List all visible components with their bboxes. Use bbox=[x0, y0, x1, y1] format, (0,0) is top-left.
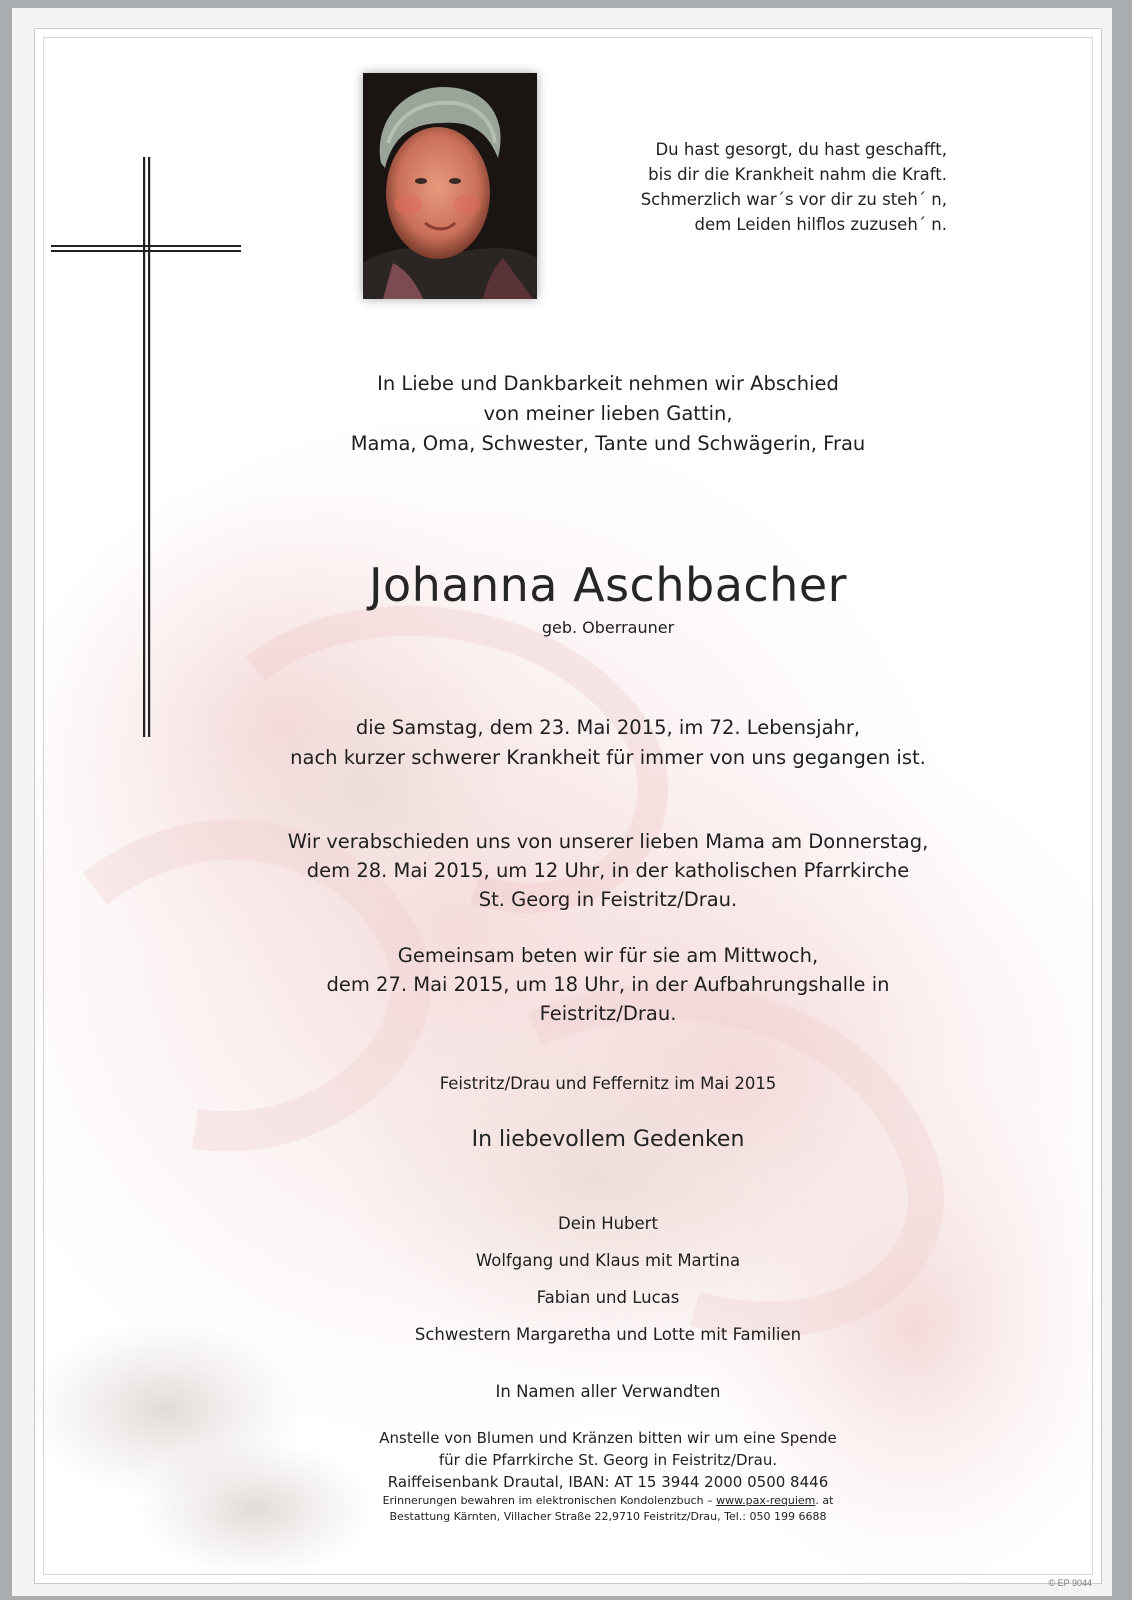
mourner: Dein Hubert bbox=[558, 1214, 658, 1233]
maiden-name: geb. Oberrauner bbox=[541, 618, 675, 637]
condolence-link[interactable]: www.pax-requiem bbox=[716, 1494, 816, 1507]
poem-line: Du hast gesorgt, du hast geschafft, bbox=[655, 140, 947, 159]
deceased-name: Johanna Aschbacher bbox=[368, 558, 848, 612]
template-code: © EP 9044 bbox=[1048, 1578, 1092, 1588]
prayer-info bbox=[75, 941, 1102, 1028]
mourners-list bbox=[75, 1205, 1102, 1353]
poem-line: bis dir die Krankheit nahm die Kraft. bbox=[648, 165, 947, 184]
intro-line: In Liebe und Dankbarkeit nehmen wir Abschied bbox=[377, 372, 839, 395]
poem bbox=[527, 137, 947, 237]
poem-line: Schmerzlich war´s vor dir zu steh´ n, bbox=[640, 190, 947, 209]
death-line: die Samstag, dem 23. Mai 2015, im 72. Lebensjahr, bbox=[355, 716, 861, 739]
prayer-line: Feistritz/Drau. bbox=[539, 1002, 677, 1025]
prayer-line: Gemeinsam beten wir für sie am Mittwoch, bbox=[397, 944, 819, 967]
donation-request bbox=[75, 1427, 1102, 1493]
funeral-home-info bbox=[75, 1493, 1102, 1525]
mourner: Wolfgang und Klaus mit Martina bbox=[475, 1251, 741, 1270]
memory-heading: In liebevollem Gedenken bbox=[471, 1127, 745, 1152]
condolence-line bbox=[75, 1493, 1102, 1509]
funeral-service-info bbox=[75, 827, 1102, 914]
mourner: Fabian und Lucas bbox=[536, 1288, 680, 1307]
intro-text bbox=[75, 369, 1102, 459]
intro-line: Mama, Oma, Schwester, Tante und Schwägerin, Frau bbox=[350, 432, 866, 455]
condolence-suffix: . at bbox=[815, 1494, 834, 1507]
place-date: Feistritz/Drau und Feffernitz im Mai 2015 bbox=[439, 1074, 777, 1093]
portrait-photo bbox=[363, 73, 537, 299]
condolence-text: Erinnerungen bewahren im elektronischen Kondolenzbuch – bbox=[382, 1494, 717, 1507]
obituary-sheet bbox=[34, 28, 1102, 1584]
funeral-home-address: Bestattung Kärnten, Villacher Straße 22,9710 Feistritz/Drau, Tel.: 050 199 6688 bbox=[389, 1510, 827, 1523]
poem-line: dem Leiden hilflos zuzuseh´ n. bbox=[694, 215, 947, 234]
farewell-line: St. Georg in Feistritz/Drau. bbox=[478, 888, 738, 911]
intro-line: von meiner lieben Gattin, bbox=[483, 402, 733, 425]
donation-line: für die Pfarrkirche St. Georg in Feistritz/Drau. bbox=[438, 1451, 778, 1469]
farewell-line: dem 28. Mai 2015, um 12 Uhr, in der katholischen Pfarrkirche bbox=[306, 859, 910, 882]
page-background bbox=[12, 8, 1112, 1596]
donation-line: Anstelle von Blumen und Kränzen bitten wir um eine Spende bbox=[379, 1429, 837, 1447]
death-notice bbox=[75, 713, 1102, 773]
donation-line: Raiffeisenbank Drautal, IBAN: AT 15 3944 2000 0500 8446 bbox=[387, 1473, 829, 1491]
mourner: Schwestern Margaretha und Lotte mit Familien bbox=[414, 1325, 802, 1344]
death-line: nach kurzer schwerer Krankheit für immer von uns gegangen ist. bbox=[290, 746, 926, 769]
farewell-line: Wir verabschieden uns von unserer lieben Mama am Donnerstag, bbox=[287, 830, 929, 853]
relatives-line: In Namen aller Verwandten bbox=[495, 1382, 721, 1401]
prayer-line: dem 27. Mai 2015, um 18 Uhr, in der Aufbahrungshalle in bbox=[326, 973, 890, 996]
